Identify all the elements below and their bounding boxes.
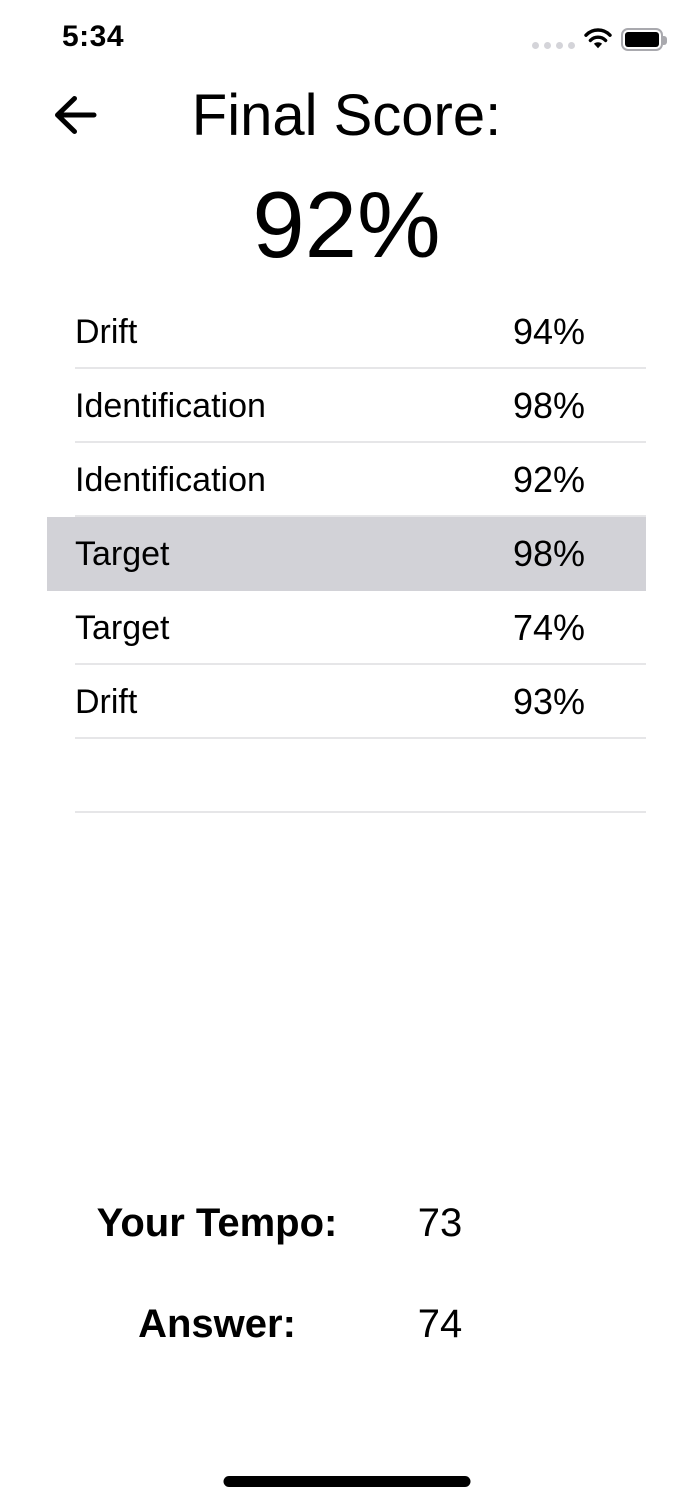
result-value: 94% bbox=[512, 311, 585, 352]
result-row[interactable] bbox=[47, 443, 646, 517]
result-row[interactable] bbox=[47, 369, 646, 443]
result-row-empty bbox=[47, 739, 646, 813]
result-label: Target bbox=[75, 608, 170, 647]
battery-icon bbox=[621, 28, 663, 51]
answer-label: Answer: bbox=[138, 1302, 296, 1346]
result-value: 98% bbox=[512, 533, 585, 574]
status-icons bbox=[532, 26, 663, 52]
status-time: 5:34 bbox=[62, 20, 125, 53]
result-label: Drift bbox=[75, 312, 138, 351]
result-row-selected[interactable] bbox=[47, 517, 646, 591]
result-value: 98% bbox=[512, 385, 585, 426]
result-label: Drift bbox=[75, 682, 138, 721]
cellular-signal-icon bbox=[532, 42, 575, 49]
page-title: Final Score: bbox=[191, 83, 502, 148]
result-row[interactable] bbox=[47, 591, 646, 665]
result-label: Identification bbox=[75, 386, 266, 425]
result-row[interactable] bbox=[47, 295, 646, 369]
result-label: Identification bbox=[75, 460, 266, 499]
result-value: 74% bbox=[512, 607, 585, 648]
tempo-value: 73 bbox=[417, 1201, 463, 1245]
answer-row bbox=[0, 1299, 693, 1349]
wifi-icon bbox=[584, 28, 612, 50]
result-label: Target bbox=[75, 534, 170, 573]
final-score-value: 92% bbox=[252, 172, 441, 277]
home-indicator[interactable] bbox=[223, 1476, 470, 1487]
tempo-row bbox=[0, 1198, 693, 1248]
result-value: 92% bbox=[512, 459, 585, 500]
result-row[interactable] bbox=[47, 665, 646, 739]
result-value: 93% bbox=[512, 681, 585, 722]
tempo-label: Your Tempo: bbox=[96, 1201, 338, 1245]
results-list bbox=[47, 295, 646, 813]
answer-value: 74 bbox=[417, 1302, 463, 1346]
